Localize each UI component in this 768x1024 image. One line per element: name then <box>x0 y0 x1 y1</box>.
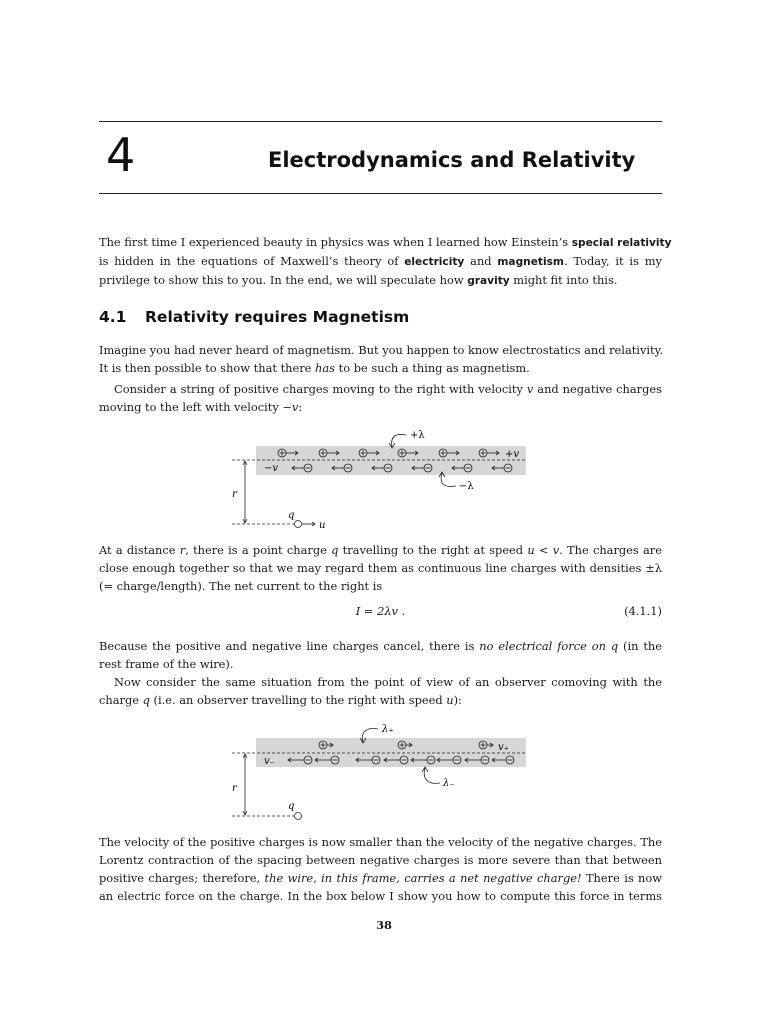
negative-velocity-label: v₋ <box>264 756 275 767</box>
page-number: 38 <box>376 918 392 932</box>
positive-velocity-label: +v <box>505 449 520 460</box>
equation-4-1-1 <box>99 604 662 622</box>
paragraph-3: At a distance r, there is a point charge q travelling to the right at speed u < v. The charges are close enough together so that we may regard them as continuous line charges with densities ±λ (= charge/length). The net current to the right is <box>99 543 662 593</box>
section-number: 4.1 <box>99 308 127 326</box>
chapter-bottom-rule <box>99 193 662 194</box>
equation-text: I = 2λv . <box>355 604 406 618</box>
paragraph-5: Now consider the same situation from the point of view of an observer comoving with the charge q (i.e. an observer travelling to the right with speed u): <box>99 675 662 707</box>
pos-density-label: +λ <box>410 430 425 441</box>
chapter-top-rule <box>99 121 662 122</box>
section-title: Relativity requires Magnetism <box>145 308 410 326</box>
figure-wire-comoving-frame <box>230 720 530 824</box>
term-magnetism: magnetism <box>497 256 564 268</box>
chapter-number: 4 <box>106 128 136 182</box>
pos-density-label: λ₊ <box>382 724 394 735</box>
charge-label: q <box>288 510 295 521</box>
paragraph-1: Imagine you had never heard of magnetism. But you happen to know electrostatics and relativity. It is then possible to show that there has to be such a thing as magnetism. <box>99 343 664 375</box>
equation-number: (4.1.1) <box>624 604 662 618</box>
term-special-relativity: special relativity <box>571 237 672 249</box>
point-charge <box>295 521 302 528</box>
paragraph-2: Consider a string of positive charges moving to the right with velocity v and negative charges moving to the left with velocity −v: <box>99 382 662 414</box>
charge-label: q <box>288 801 295 812</box>
term-electricity: electricity <box>404 256 465 268</box>
charge-velocity-label: u <box>319 520 326 531</box>
section-heading <box>99 308 409 326</box>
term-gravity: gravity <box>467 275 510 287</box>
distance-label: r <box>232 783 237 794</box>
figure-wire-rest-frame <box>230 424 530 532</box>
point-charge <box>295 813 302 820</box>
neg-density-label: λ₋ <box>443 778 455 789</box>
intro-paragraph: The first time I experienced beauty in physics was when I learned how Einstein’s special relativity is hidden in the equations of Maxwell’s theory of electricity and magnetism. Today, it is my privilege to show this to you. In the end, we will speculate how gravity might fit into this. <box>99 235 672 287</box>
paragraph-6: The velocity of the positive charges is now smaller than the velocity of the negative charges. The Lorentz contraction of the spacing between negative charges is more severe than that between positive charges; therefore, the wire, in this frame, carries a net negative charge! There is now an electric force on the charge. In the box below I show you how to compute this force in terms <box>99 835 662 903</box>
neg-density-label: −λ <box>459 481 474 492</box>
paragraph-4: Because the positive and negative line charges cancel, there is no electrical force on q (in the rest frame of the wire). <box>99 639 662 671</box>
distance-label: r <box>232 489 237 500</box>
chapter-title: Electrodynamics and Relativity <box>268 148 636 172</box>
positive-velocity-label: v₊ <box>498 742 509 753</box>
negative-velocity-label: −v <box>264 463 279 474</box>
